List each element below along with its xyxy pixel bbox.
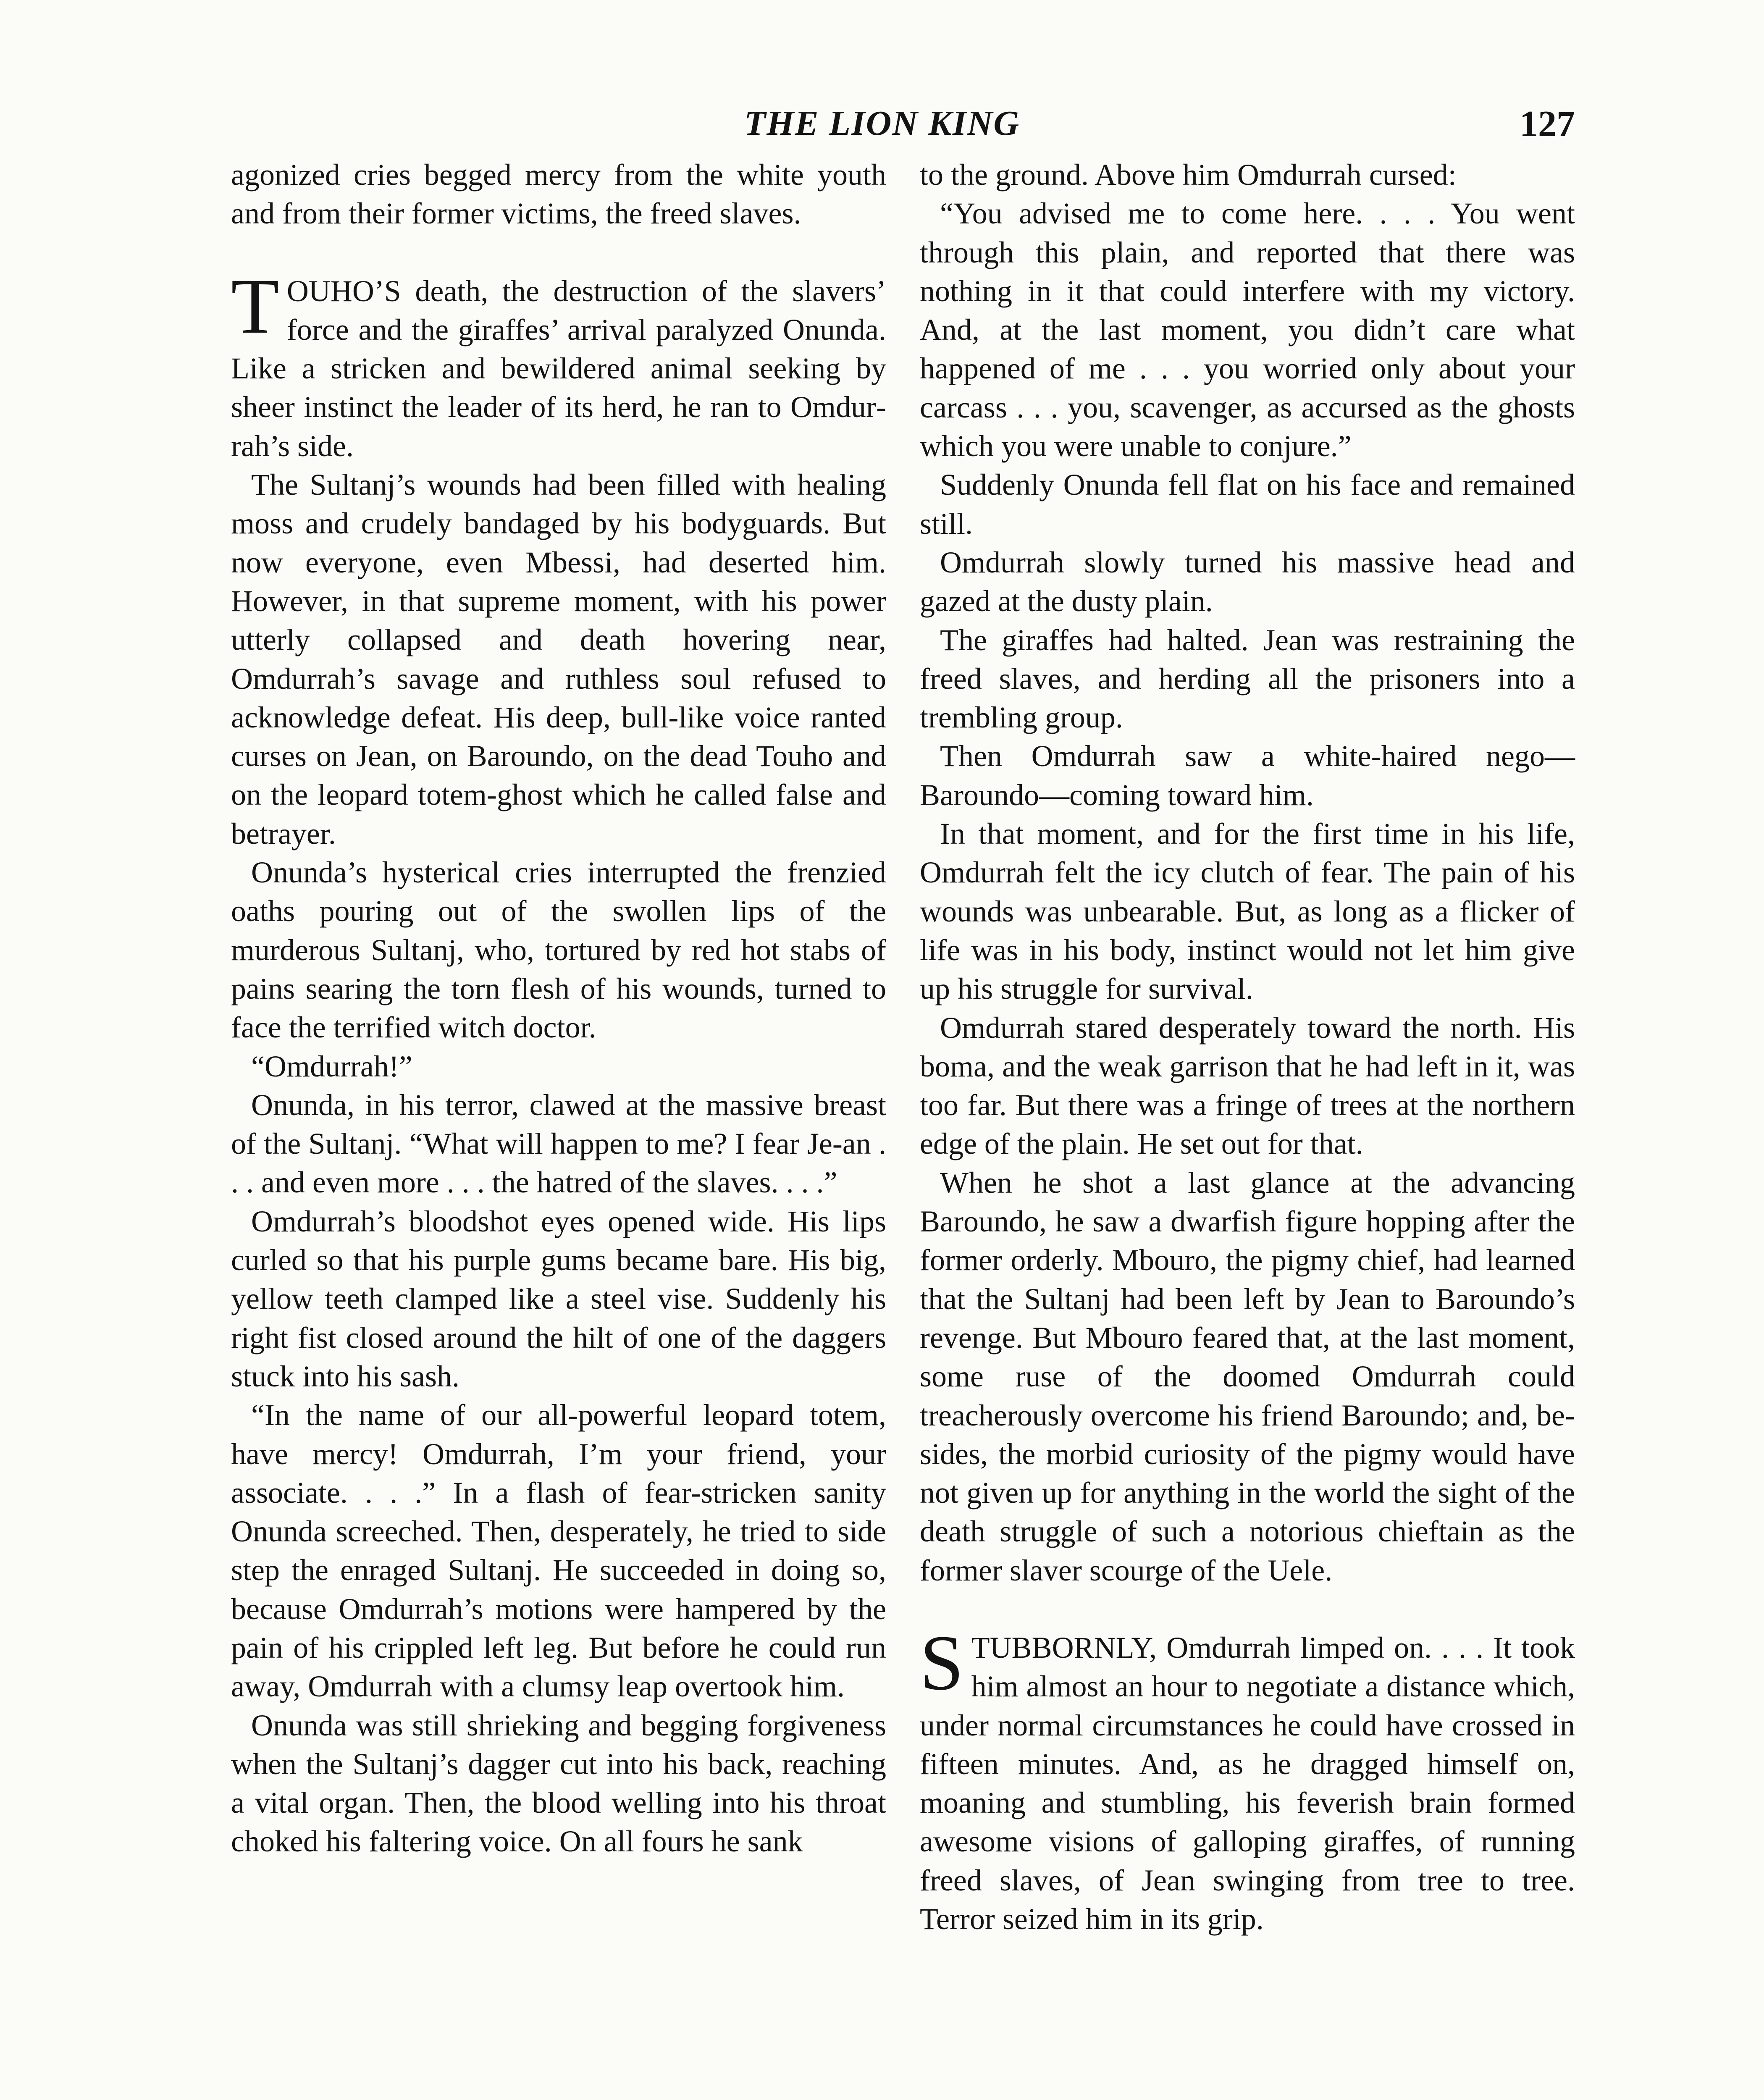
paragraph: The giraffes had halted. Jean was restraining the freed slaves, and herding all the prisoners into a trembling group. (920, 623, 1575, 735)
page-number: 127 (1520, 104, 1575, 144)
paragraph: The Sultanj’s wounds had been filled with healing moss and crudely bandaged by his bodyguards. But now everyone, even Mbessi, had deserted him. However, in that supreme moment, with his power utterly collapsed and death hovering near, Omdurrah’s savage and ruthless soul refused to acknowledge defeat. His deep, bull-like voice ranted curses on Jean, on Baroundo, on the dead Touho and on the leopard totem-ghost which he called false and betrayer. (231, 468, 886, 850)
page-header (0, 103, 1764, 153)
section-start-paragraph: STUBBORNLY, Omdurrah limped on. . . . It took him almost an hour to negotiate a distance which, under normal circumstances he could have crossed in fifteen minutes. And, as he dragged himself on, moaning and stumbling, his feverish brain formed awesome visions of galloping giraffes, of running freed slaves, of Jean swinging from tree to tree. Terror seized him in its grip. (920, 1618, 1575, 1936)
paragraph: Then Omdurrah saw a white-haired nego—Baroundo—coming toward him. (920, 739, 1575, 812)
paragraph: “Omdurrah!” (251, 1049, 412, 1083)
paragraph: Onunda’s hysterical cries interrupted the frenzied oaths pouring out of the swollen lips of the murderous Sultanj, who, tortured by red hot stabs of pains searing the torn flesh of his wounds, turned to face the terrified witch doctor. (231, 856, 886, 1045)
paragraph: Omdurrah’s bloodshot eyes opened wide. His lips curled so that his purple gums became bare. His big, yellow teeth clamped like a steel vise. Suddenly his right fist closed around the hilt of one of the daggers stuck into his sash. (231, 1204, 886, 1393)
section-start-paragraph: TOUHO’S death, the destruction of the slavers’ force and the giraffes’ arrival paralyzed Onunda. Like a stricken and bewildered animal seeking by sheer instinct the leader of its herd, he ran to Omdurrah’s side. (231, 262, 886, 463)
left-column (231, 155, 886, 1861)
paragraph: Suddenly Onunda fell flat on his face and remained still. (920, 468, 1575, 541)
paragraph: to the ground. Above him Omdurrah cursed: (920, 158, 1457, 192)
paragraph: In that moment, and for the first time in his life, Omdurrah felt the icy clutch of fear. The pain of his wounds was unbearable. But, as long as a flicker of life was in his body, instinct would not let him give up his struggle for survival. (920, 817, 1575, 1006)
paragraph: Onunda, in his terror, clawed at the massive breast of the Sultanj. “What will happen to me? I fear Je-an . . . and even more . . . the hatred of the slaves. . . .” (231, 1088, 886, 1200)
right-column (920, 155, 1575, 1938)
paragraph: Onunda was still shrieking and begging forgiveness when the Sultanj’s dagger cut into his back, reaching a vital organ. Then, the blood welling into his throat choked his faltering voice. On all fours he sank (231, 1708, 886, 1858)
paragraph: When he shot a last glance at the advancing Baroundo, he saw a dwarfish figure hopping after the former orderly. Mbouro, the pigmy chief, had learned that the Sultanj had been left by Jean to Baroundo’s revenge. But Mbouro feared that, at the last moment, some ruse of the doomed Omdurrah could treacherously overcome his friend Baroundo; and, besides, the morbid curiosity of the pigmy would have not given up for anything in the world the sight of the death struggle of such a notorious chieftain as the former slaver scourge of the Uele. (920, 1166, 1575, 1587)
running-title: THE LION KING (744, 104, 1020, 143)
paragraph: Omdurrah stared desperately toward the north. His boma, and the weak garrison that he had left in it, was too far. But there was a fringe of trees at the northern edge of the plain. He set out for that. (920, 1011, 1575, 1161)
paragraph: agonized cries begged mercy from the white youth and from their former victims, the freed slaves. (231, 158, 886, 231)
paragraph: Omdurrah slowly turned his massive head and gazed at the dusty plain. (920, 545, 1575, 618)
paragraph: “You advised me to come here. . . . You went through this plain, and reported that there was nothing in it that could interfere with my victory. And, at the last moment, you didn’t care what happened of me . . . you worried only about your carcass . . . you, scavenger, as accursed as the ghosts which you were unable to conjure.” (920, 197, 1575, 463)
paragraph: “In the name of our all-powerful leopard totem, have mercy! Omdurrah, I’m your friend, your associate. . . .” In a flash of fear-stricken sanity Onunda screeched. Then, desperately, he tried to side step the enraged Sultanj. He succeeded in doing so, because Omdurrah’s motions were hampered by the pain of his crippled left leg. But before he could run away, Omdurrah with a clumsy leap overtook him. (231, 1398, 886, 1704)
